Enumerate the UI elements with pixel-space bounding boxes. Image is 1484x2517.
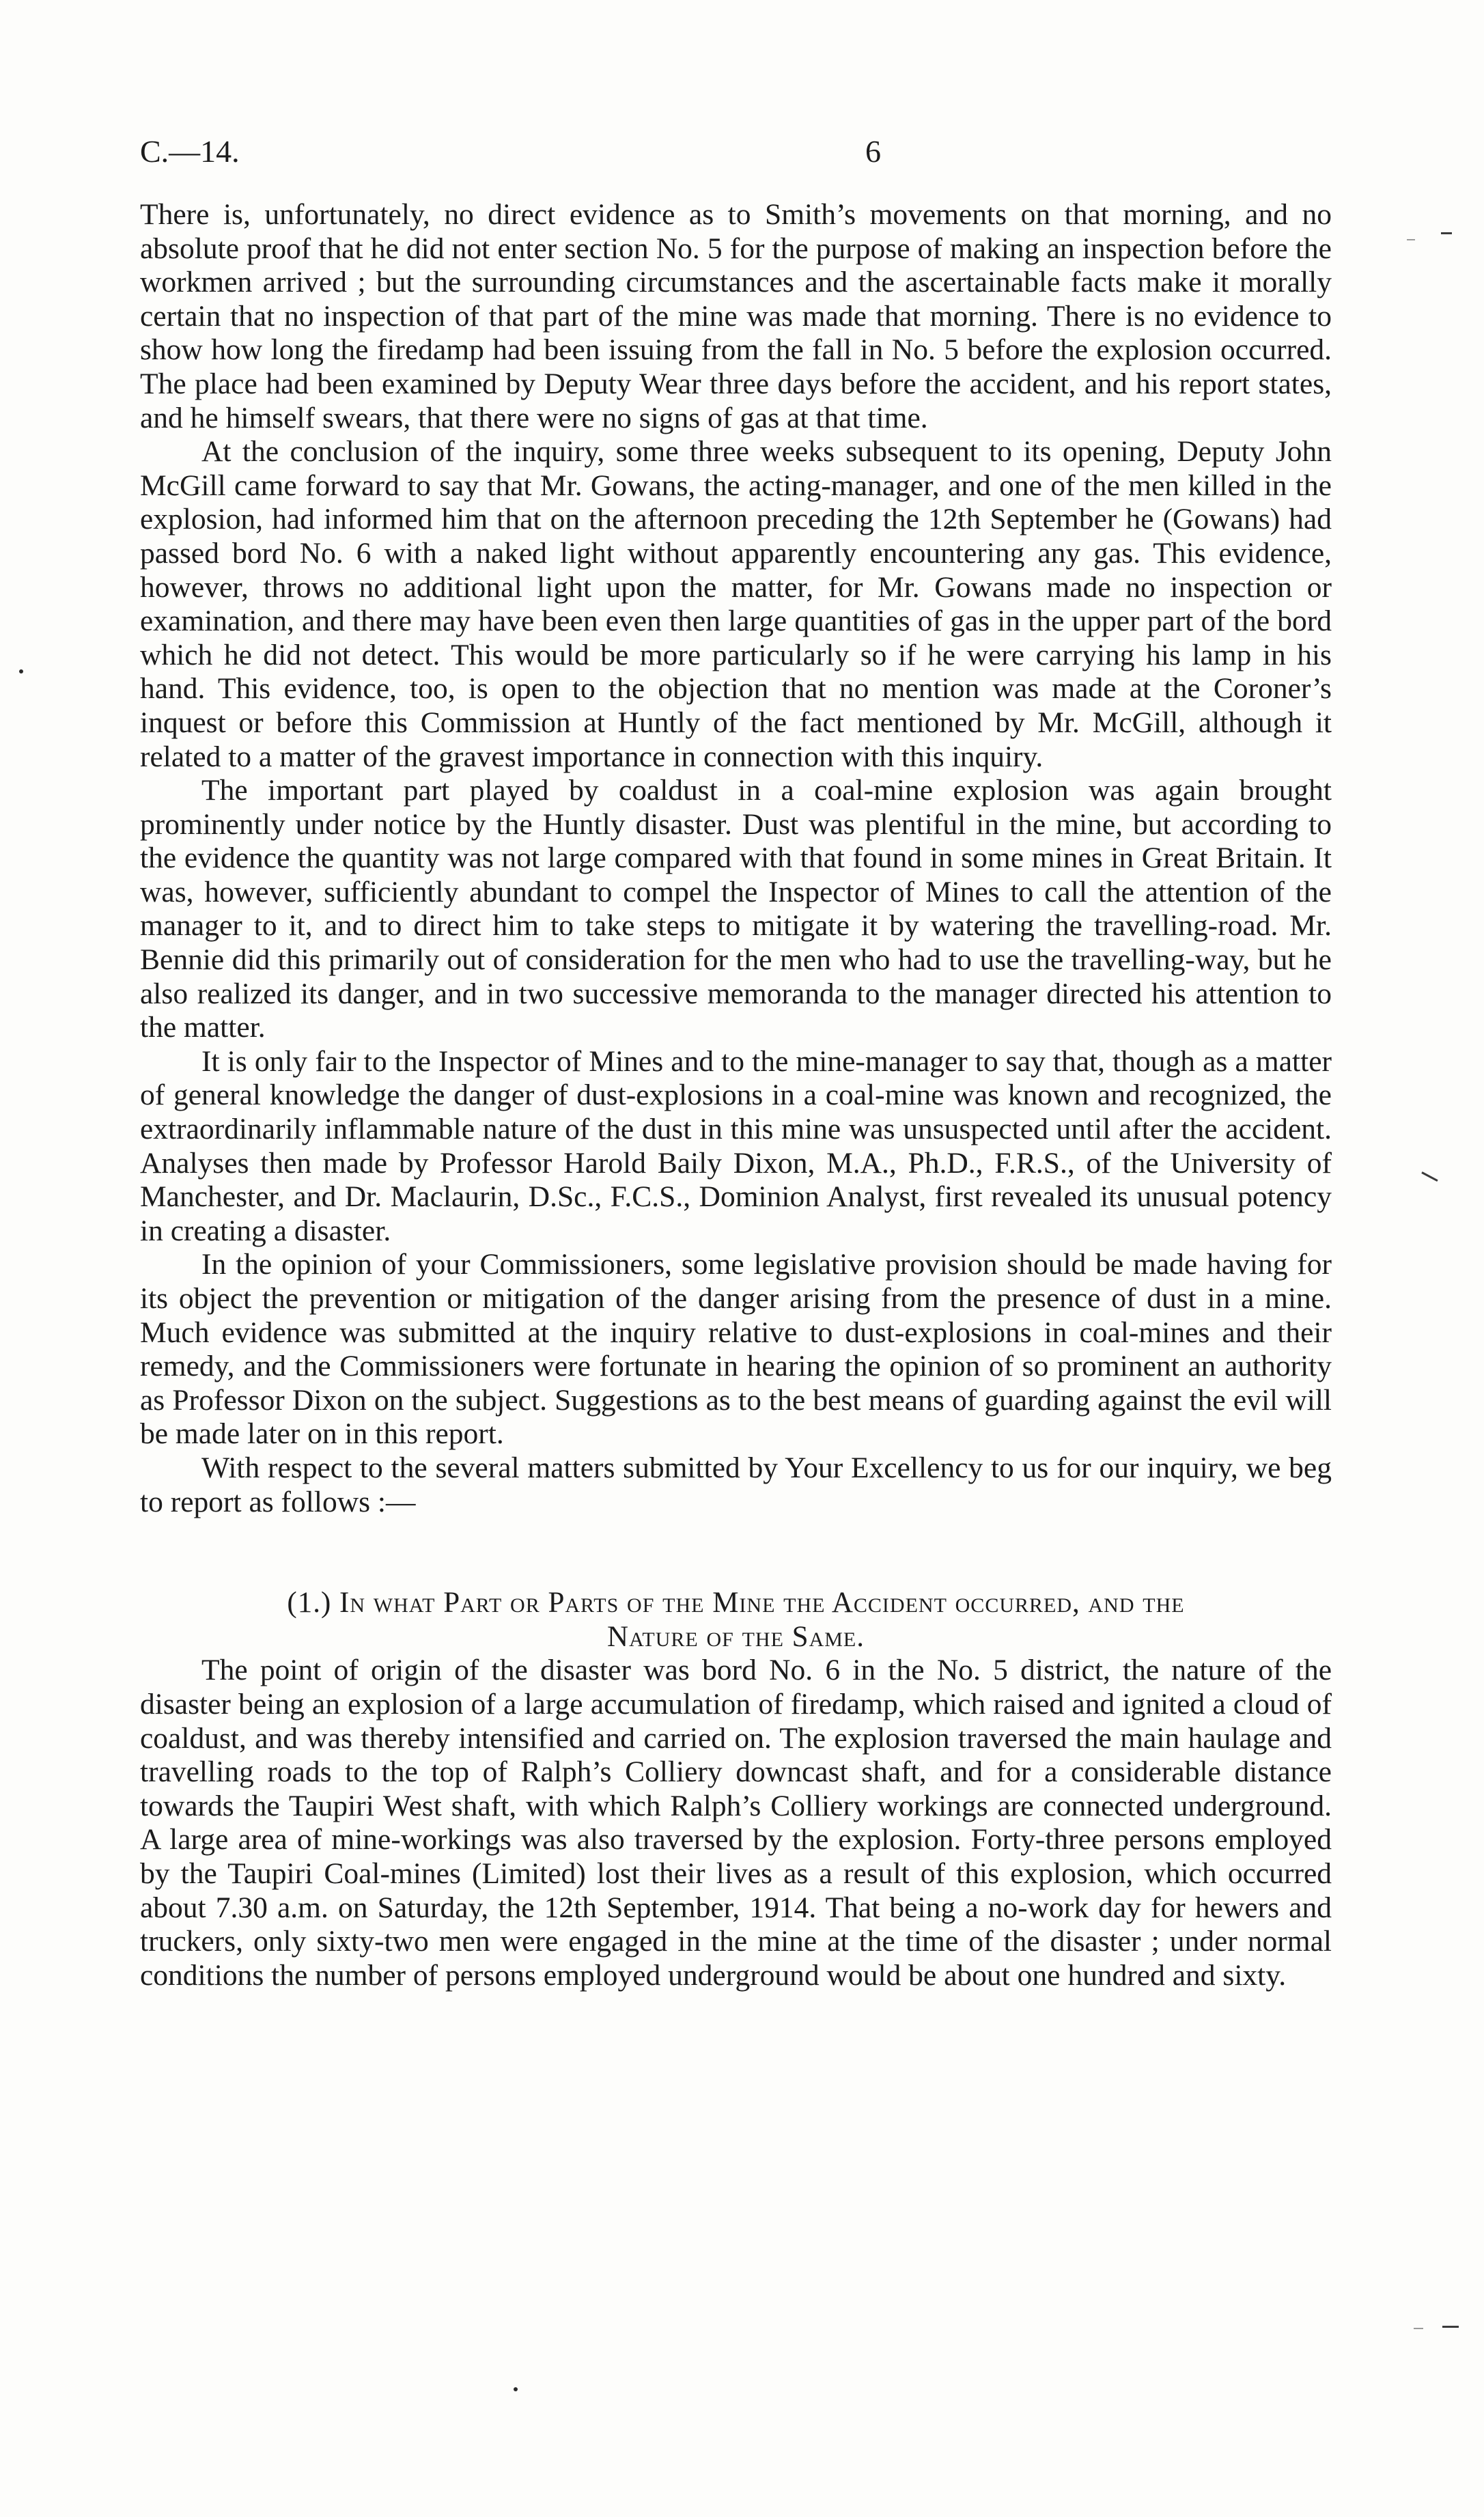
- paragraph-report-intro: With respect to the several matters submitted by Your Excellency to us for our inquiry, we beg to report as follows :—: [140, 1451, 1332, 1518]
- page-header: [140, 131, 1332, 172]
- paragraph-coaldust: The important part played by coaldust in a coal-mine explosion was again brought prominently under notice by the Huntly disaster. Dust was plentiful in the mine, but according to the evidence the quantity was not large compared with that found in some mines in Great Britain. It was, however, sufficiently abundant to compel the Inspector of Mines to call the attention of the manager to it, and to direct him to take steps to mitigate it by watering the travelling-road. Mr. Bennie did this primarily out of consideration for the men who had to use the travelling-way, but he also realized its danger, and in two successive memoranda to the manager directed his attention to the matter.: [140, 774, 1332, 1044]
- margin-mark-right-4: [1414, 2328, 1423, 2329]
- footer-dot: [514, 2387, 518, 2391]
- paragraph-legislative-provision: In the opinion of your Commissioners, some legislative provision should be made having for its object the prevention or mitigation of the danger arising from the presence of dust in a mine. Much evidence was submitted at the inquiry relative to dust-explosions in coal-mines and their remedy, and the Commissioners were fortunate in hearing the opinion of so prominent an authority as Professor Dixon on the subject. Suggestions as to the best means of guarding against the evil will be made later on in this report.: [140, 1248, 1332, 1451]
- margin-dot-left: [19, 669, 23, 673]
- paragraph-inspector-fairness: It is only fair to the Inspector of Mines and to the mine-manager to say that, though as a matter of general knowledge the danger of dust-explosions in a coal-mine was known and recognized, the extraordinarily inflammable nature of the dust in this mine was unsuspected until after the accident. Analyses then made by Professor Harold Baily Dixon, M.A., Ph.D., F.R.S., of the University of Manchester, and Dr. Maclaurin, D.Sc., F.C.S., Dominion Analyst, first revealed its unusual potency in creating a disaster.: [140, 1044, 1332, 1247]
- margin-mark-right-1: [1407, 239, 1415, 240]
- section-heading: [140, 1586, 1332, 1654]
- paragraph-smith-movements: There is, unfortunately, no direct evidence as to Smith’s movements on that morning, and no absolute proof that he did not enter section No. 5 for the purpose of making an inspection before the workmen arrived ; but the surrounding circumstances and the ascertainable facts make it morally certain that no inspection of that part of the mine was made that morning. There is no evidence to show how long the firedamp had been issuing from the fall in No. 5 before the explosion occurred. The place had been examined by Deputy Wear three days before the accident, and his report states, and he himself swears, that there were no signs of gas at that time.: [140, 198, 1332, 434]
- body-text: [140, 198, 1332, 1992]
- paragraph-mcgill-evidence: At the conclusion of the inquiry, some three weeks subsequent to its opening, Deputy John McGill came forward to say that Mr. Gowans, the acting-manager, and one of the men killed in the explosion, had informed him that on the afternoon preceding the 12th September he (Gowans) had passed bord No. 6 with a naked light without apparently encountering any gas. This evidence, however, throws no additional light upon the matter, for Mr. Gowans made no inspection or examination, and there may have been even then large quantities of gas in the upper part of the bord which he did not detect. This would be more particularly so if he were carrying his lamp in his hand. This evidence, too, is open to the objection that no mention was made at the Coroner’s inquest or before this Commission at Huntly of the fact mentioned by Mr. McGill, although it related to a matter of the gravest importance in connection with this inquiry.: [140, 435, 1332, 773]
- document-reference: C.—14.: [140, 134, 240, 169]
- section-heading-line-2: Nature of the Same.: [607, 1620, 865, 1653]
- paragraph-point-of-origin: The point of origin of the disaster was bord No. 6 in the No. 5 district, the nature of the disaster being an explosion of a large accumulation of firedamp, which raised and ignited a cloud of coaldust, and was thereby intensified and carried on. The explosion traversed the main haulage and travelling roads to the top of Ralph’s Colliery downcast shaft, and for a considerable distance towards the Taupiri West shaft, with which Ralph’s Colliery workings are connected underground. A large area of mine-workings was also traversed by the explosion. Forty-three persons employed by the Taupiri Coal-mines (Limited) lost their lives as a result of this explosion, which occurred about 7.30 a.m. on Saturday, the 12th September, 1914. That being a no-work day for hewers and truckers, only sixty-two men were engaged in the mine at the time of the disaster ; under normal conditions the number of persons employed underground would be about one hundred and sixty.: [140, 1654, 1332, 1992]
- margin-mark-top-right: [1441, 232, 1452, 234]
- section-heading-line-1: (1.) In what Part or Parts of the Mine the Accident occurred, and the: [287, 1587, 1185, 1619]
- page-number: 6: [865, 134, 881, 169]
- margin-mark-right-3: [1442, 2326, 1459, 2328]
- margin-mark-right-2: [1421, 1171, 1438, 1182]
